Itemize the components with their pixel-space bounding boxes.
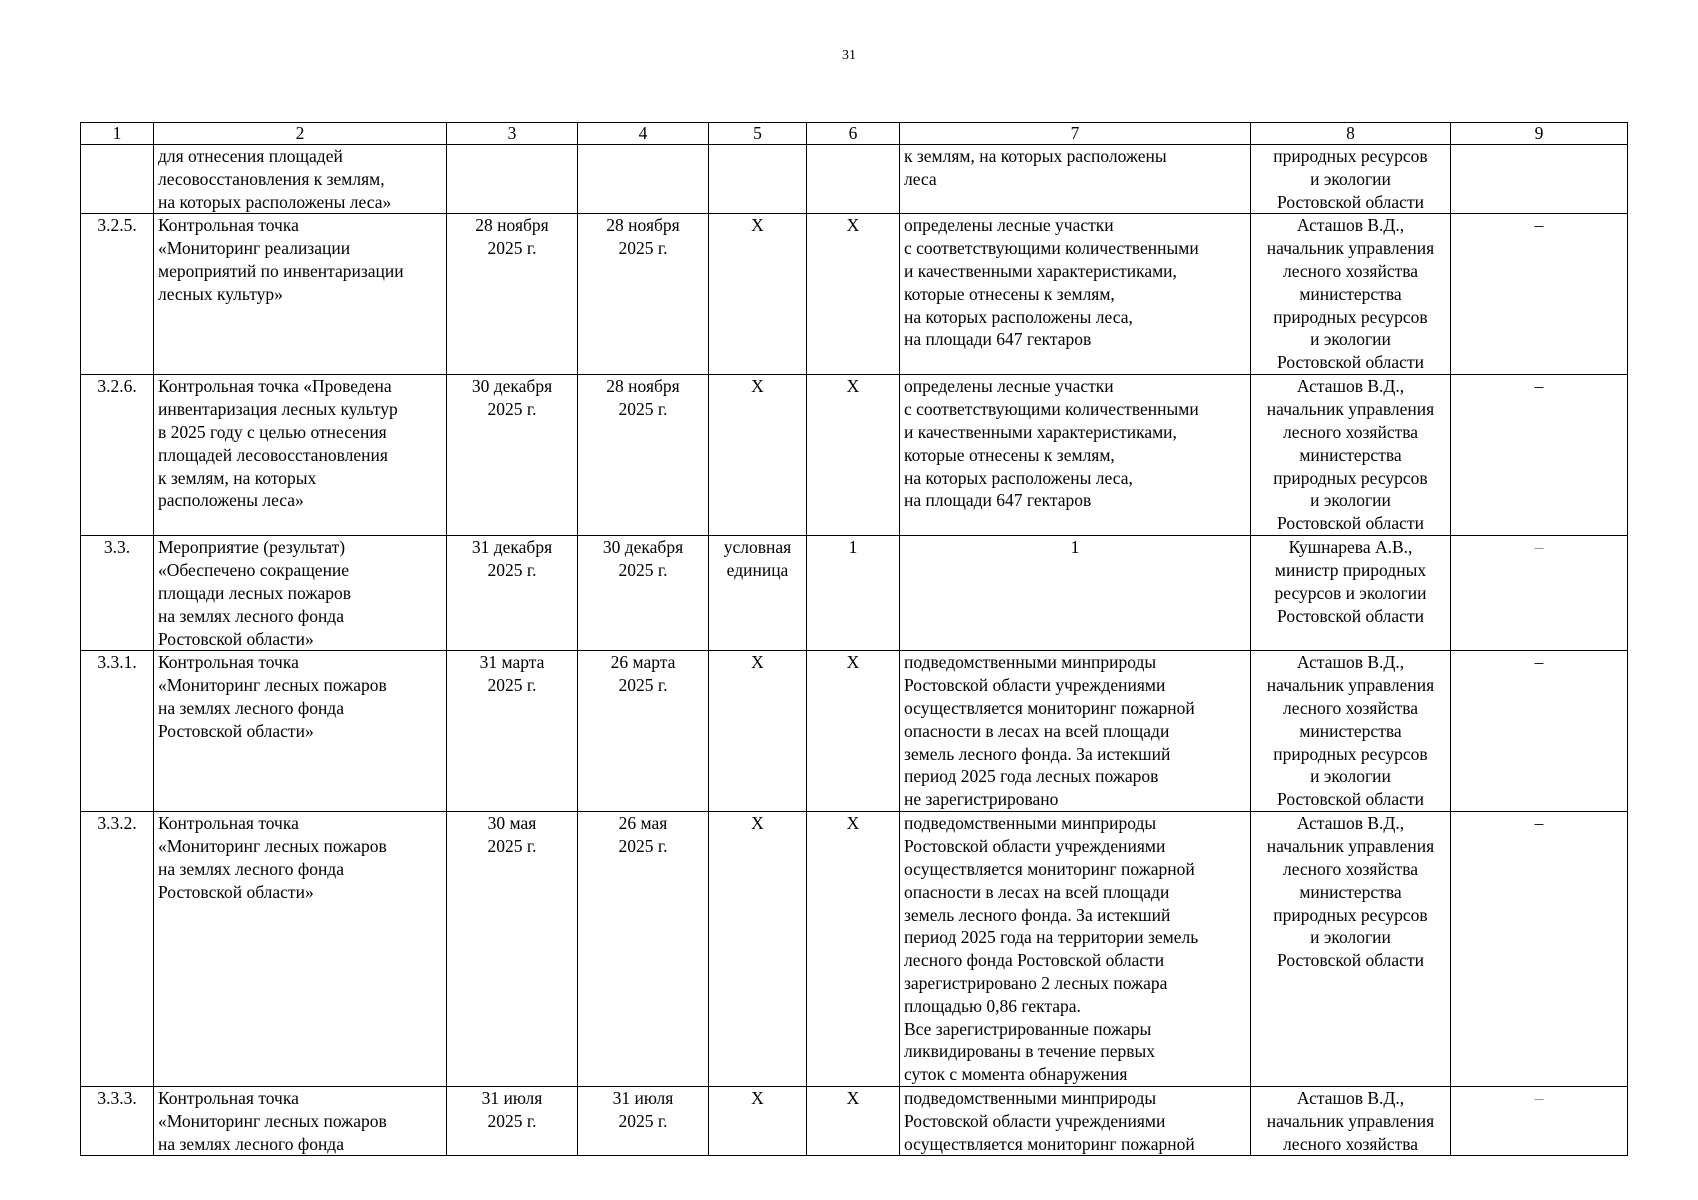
note: – xyxy=(1451,812,1628,1087)
header-cell: 9 xyxy=(1451,123,1628,145)
row-number: 3.3.3. xyxy=(81,1086,154,1155)
result: подведомственными минприроды Ростовской области учреждениями осуществляется мониторинг пожарной опасности в лесах на всей площади земель лесного фонда. За истекший период 2025 года лесных пожаров не зарегистрировано xyxy=(900,651,1251,812)
row-number: 3.3.1. xyxy=(81,651,154,812)
note: – xyxy=(1451,214,1628,375)
date-fact: 30 декабря 2025 г. xyxy=(578,536,709,651)
header-cell: 8 xyxy=(1251,123,1451,145)
row-number: 3.2.5. xyxy=(81,214,154,375)
event-name: Контрольная точка «Мониторинг реализации мероприятий по инвентаризации лесных культур» xyxy=(154,214,447,375)
date-plan: 30 декабря 2025 г. xyxy=(447,375,578,536)
result: 1 xyxy=(900,536,1251,651)
note: – xyxy=(1451,536,1628,651)
result: подведомственными минприроды Ростовской области учреждениями осуществляется мониторинг пожарной опасности в лесах на всей площади земель лесного фонда. За истекший период 2025 года на территории земель лесного фонда Ростовской области зарегистрировано 2 лесных пожара площадью 0,86 гектара. Все зарегистрированные пожары ликвидированы в течение первых суток с момента обнаружения xyxy=(900,812,1251,1087)
unit: Х xyxy=(709,812,807,1087)
unit: Х xyxy=(709,1086,807,1155)
value: Х xyxy=(807,812,900,1087)
header-cell: 6 xyxy=(807,123,900,145)
table-row xyxy=(81,812,1628,1087)
date-plan: 31 декабря 2025 г. xyxy=(447,536,578,651)
table-row xyxy=(81,145,1628,214)
page-number: 31 xyxy=(842,48,856,63)
header-cell: 7 xyxy=(900,123,1251,145)
header-cell: 2 xyxy=(154,123,447,145)
date-plan: 31 марта 2025 г. xyxy=(447,651,578,812)
unit: условная единица xyxy=(709,536,807,651)
responsible: Асташов В.Д., начальник управления лесного хозяйства министерства природных ресурсов и экологии Ростовской области xyxy=(1251,651,1451,812)
unit: Х xyxy=(709,375,807,536)
responsible: Асташов В.Д., начальник управления лесного хозяйства министерства природных ресурсов и экологии Ростовской области xyxy=(1251,375,1451,536)
note: – xyxy=(1451,1086,1628,1155)
value: Х xyxy=(807,651,900,812)
row-number: 3.3. xyxy=(81,536,154,651)
responsible: Асташов В.Д., начальник управления лесного хозяйства министерства природных ресурсов и экологии Ростовской области xyxy=(1251,812,1451,1087)
note xyxy=(1451,145,1628,214)
date-fact: 28 ноября 2025 г. xyxy=(578,375,709,536)
row-number: 3.3.2. xyxy=(81,812,154,1087)
responsible: Асташов В.Д., начальник управления лесного хозяйства министерства природных ресурсов и экологии Ростовской области xyxy=(1251,214,1451,375)
date-fact: 26 марта 2025 г. xyxy=(578,651,709,812)
responsible: Асташов В.Д., начальник управления лесного хозяйства xyxy=(1251,1086,1451,1155)
event-name: Контрольная точка «Мониторинг лесных пожаров на землях лесного фонда Ростовской области» xyxy=(154,651,447,812)
result: к землям, на которых расположены леса xyxy=(900,145,1251,214)
event-name: Контрольная точка «Мониторинг лесных пожаров на землях лесного фонда Ростовской области» xyxy=(154,812,447,1087)
event-name: Контрольная точка «Мониторинг лесных пожаров на землях лесного фонда xyxy=(154,1086,447,1155)
unit xyxy=(709,145,807,214)
table-row xyxy=(81,536,1628,651)
date-fact: 28 ноября 2025 г. xyxy=(578,214,709,375)
header-cell: 5 xyxy=(709,123,807,145)
table-row xyxy=(81,1086,1628,1155)
event-name: для отнесения площадей лесовосстановления к землям, на которых расположены леса» xyxy=(154,145,447,214)
table-row xyxy=(81,651,1628,812)
date-fact: 26 мая 2025 г. xyxy=(578,812,709,1087)
date-plan xyxy=(447,145,578,214)
unit: Х xyxy=(709,651,807,812)
date-plan: 30 мая 2025 г. xyxy=(447,812,578,1087)
result: подведомственными минприроды Ростовской области учреждениями осуществляется мониторинг пожарной xyxy=(900,1086,1251,1155)
result: определены лесные участки с соответствующими количественными и качественными характеристиками, которые отнесены к землям, на которых расположены леса, на площади 647 гектаров xyxy=(900,214,1251,375)
note: – xyxy=(1451,375,1628,536)
table-row xyxy=(81,214,1628,375)
event-name: Контрольная точка «Проведена инвентаризация лесных культур в 2025 году с целью отнесения площадей лесовосстановления к землям, на которых расположены леса» xyxy=(154,375,447,536)
row-number xyxy=(81,145,154,214)
responsible: природных ресурсов и экологии Ростовской области xyxy=(1251,145,1451,214)
note: – xyxy=(1451,651,1628,812)
value: Х xyxy=(807,1086,900,1155)
date-fact xyxy=(578,145,709,214)
header-cell: 4 xyxy=(578,123,709,145)
responsible: Кушнарева А.В., министр природных ресурсов и экологии Ростовской области xyxy=(1251,536,1451,651)
header-cell: 3 xyxy=(447,123,578,145)
result: определены лесные участки с соответствующими количественными и качественными характеристиками, которые отнесены к землям, на которых расположены леса, на площади 647 гектаров xyxy=(900,375,1251,536)
header-cell: 1 xyxy=(81,123,154,145)
event-name: Мероприятие (результат) «Обеспечено сокращение площади лесных пожаров на землях лесного фонда Ростовской области» xyxy=(154,536,447,651)
row-number: 3.2.6. xyxy=(81,375,154,536)
table-row xyxy=(81,375,1628,536)
value: Х xyxy=(807,214,900,375)
value: Х xyxy=(807,375,900,536)
value: 1 xyxy=(807,536,900,651)
value xyxy=(807,145,900,214)
plan-table xyxy=(80,122,1628,1156)
header-row xyxy=(81,123,1628,145)
date-fact: 31 июля 2025 г. xyxy=(578,1086,709,1155)
date-plan: 31 июля 2025 г. xyxy=(447,1086,578,1155)
date-plan: 28 ноября 2025 г. xyxy=(447,214,578,375)
unit: Х xyxy=(709,214,807,375)
